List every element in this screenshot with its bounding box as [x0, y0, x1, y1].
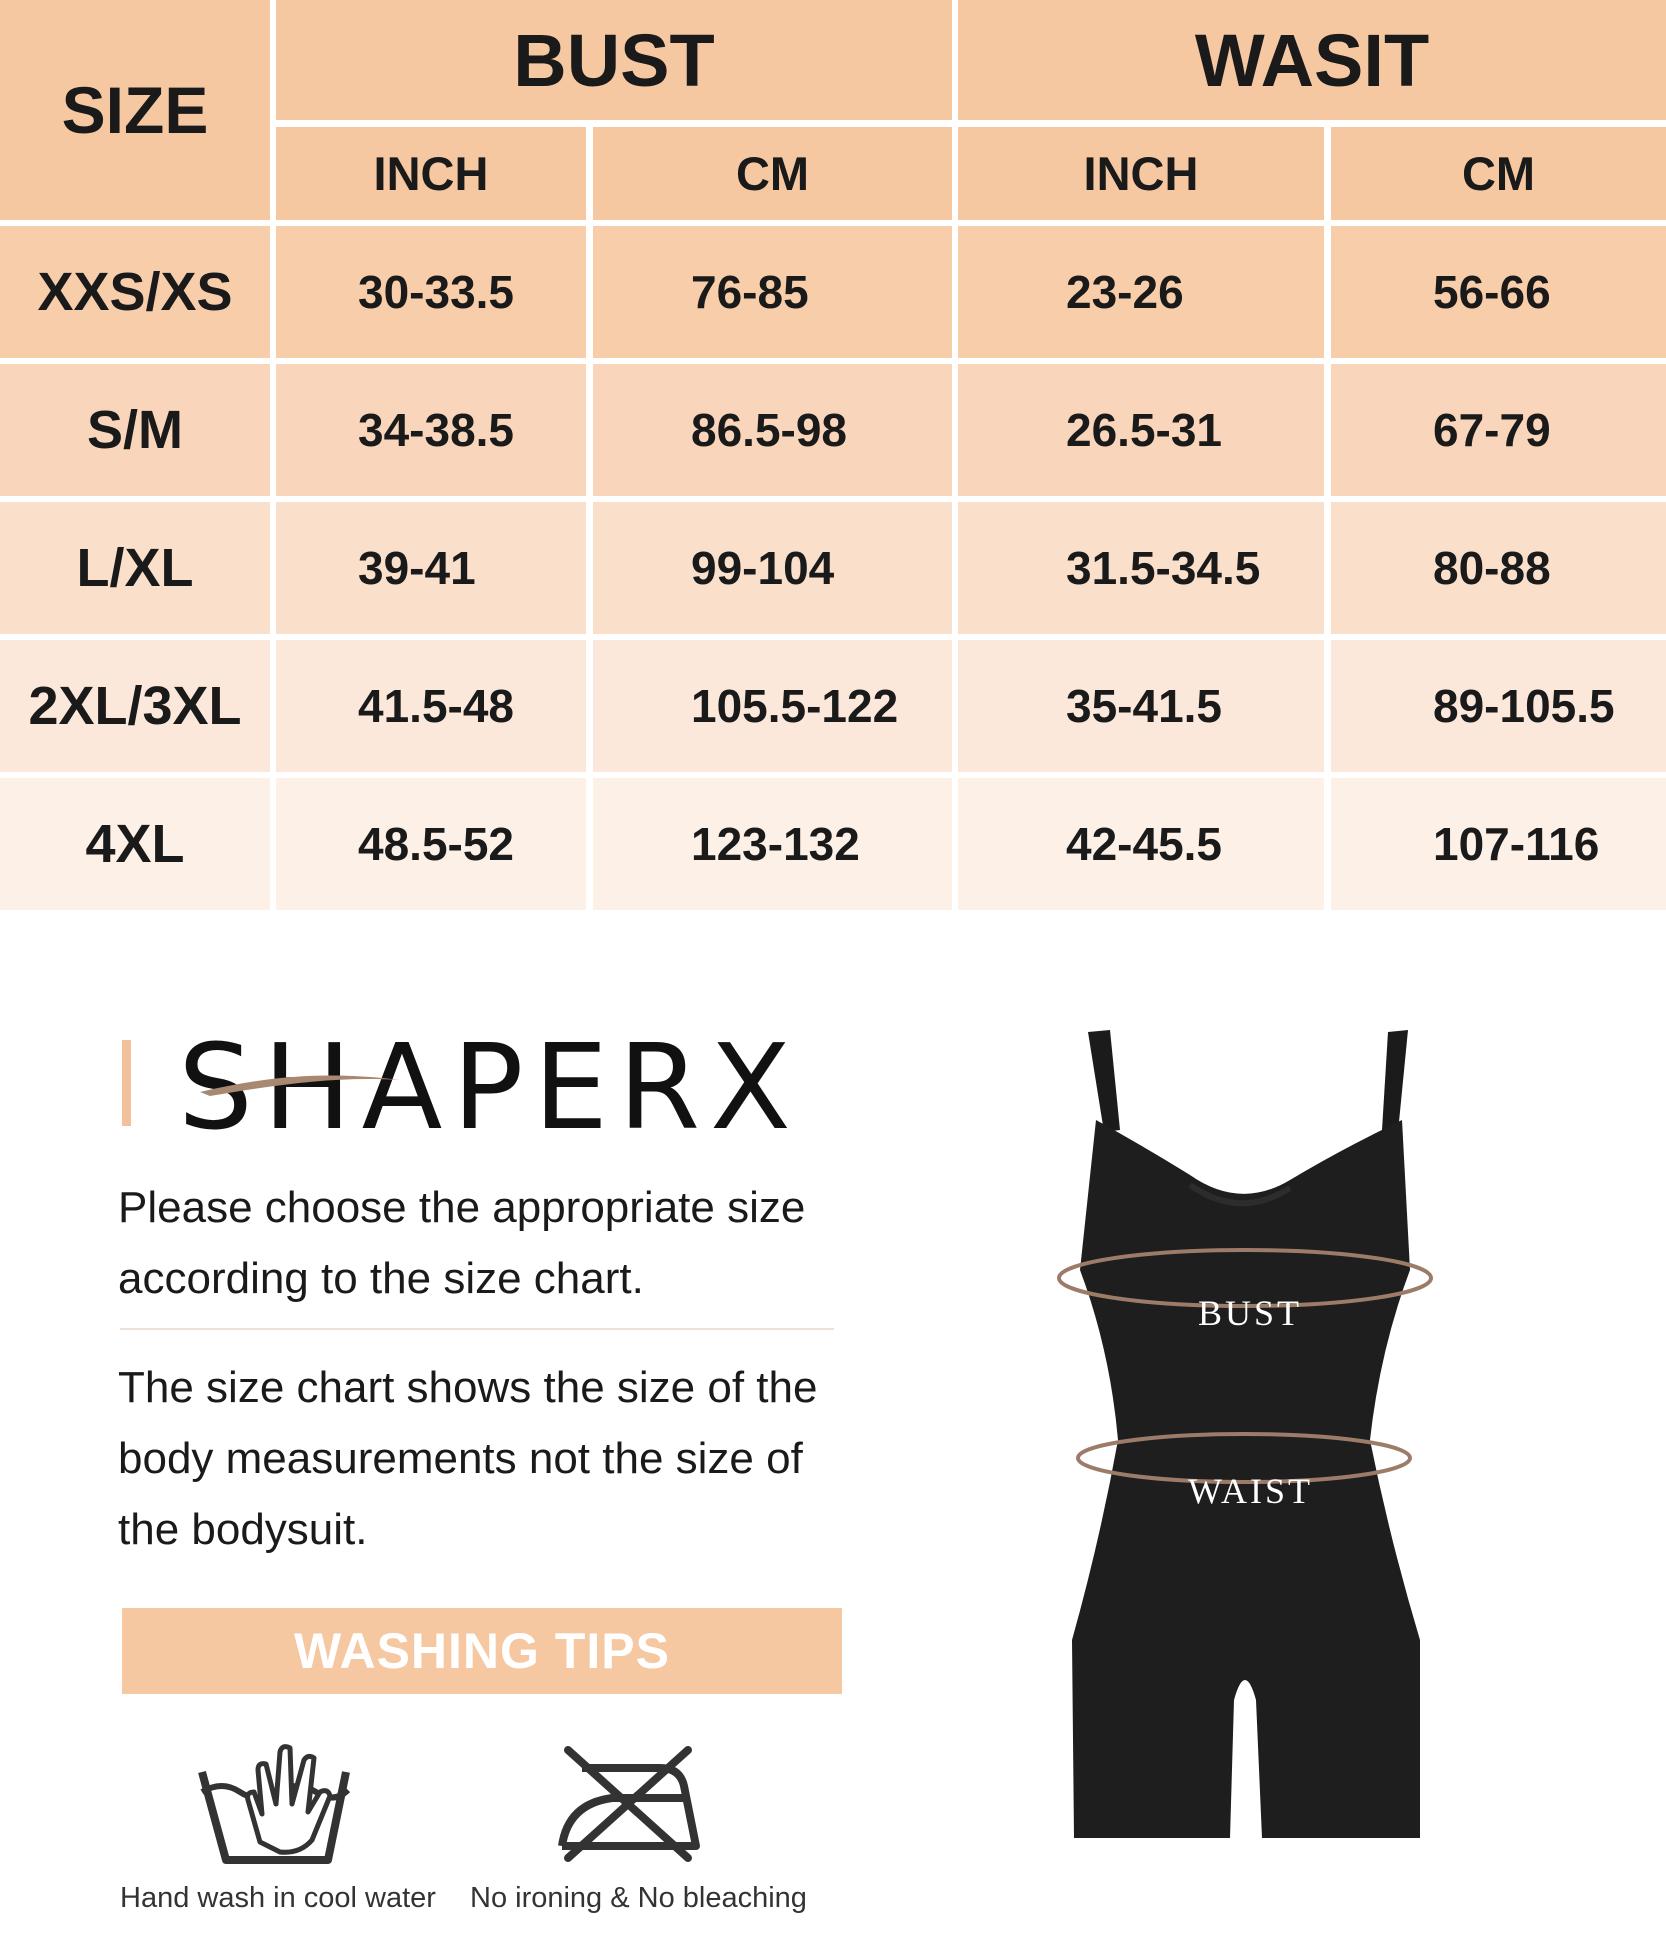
- size-cell: S/M: [0, 364, 270, 496]
- size-column-header: SIZE: [0, 0, 270, 220]
- waist-column-header: WASIT: [958, 0, 1666, 120]
- waist-inch-cell: 26.5-31: [958, 364, 1324, 496]
- waist-inch-cell: 31.5-34.5: [958, 502, 1324, 634]
- waist-cm-cell: 67-79: [1331, 364, 1666, 496]
- waist-inch-cell: 42-45.5: [958, 778, 1324, 910]
- hand-wash-label: Hand wash in cool water: [120, 1882, 436, 1914]
- no-ironing-label: No ironing & No bleaching: [470, 1882, 807, 1914]
- waist-measure-label: WAIST: [1188, 1471, 1313, 1511]
- waist-inch-cell: 35-41.5: [958, 640, 1324, 772]
- bust-measure-label: BUST: [1198, 1293, 1303, 1333]
- bust-inch-cell: 41.5-48: [276, 640, 586, 772]
- bust-cm-cell: 86.5-98: [593, 364, 952, 496]
- waist-cm-cell: 80-88: [1331, 502, 1666, 634]
- waist-cm-cell: 89-105.5: [1331, 640, 1666, 772]
- waist-inch-cell: 23-26: [958, 226, 1324, 358]
- bust-cm-header: CM: [593, 127, 952, 220]
- waist-inch-header: INCH: [958, 127, 1324, 220]
- bust-column-header: BUST: [276, 0, 952, 120]
- size-choice-note: Please choose the appropriate size according to the size chart.: [118, 1183, 806, 1303]
- bust-inch-cell: 34-38.5: [276, 364, 586, 496]
- bust-cm-cell: 99-104: [593, 502, 952, 634]
- size-cell: 2XL/3XL: [0, 640, 270, 772]
- no-ironing-no-bleaching-icon: [554, 1746, 704, 1864]
- waist-cm-cell: 56-66: [1331, 226, 1666, 358]
- bust-inch-cell: 48.5-52: [276, 778, 586, 910]
- brand-logo: SHAPERX: [178, 1018, 801, 1156]
- bust-cm-cell: 105.5-122: [593, 640, 952, 772]
- size-cell: XXS/XS: [0, 226, 270, 358]
- bust-inch-header: INCH: [276, 127, 586, 220]
- waist-cm-cell: 107-116: [1331, 778, 1666, 910]
- measurement-note: The size chart shows the size of the body measurements not the size of the bodysuit.: [118, 1363, 818, 1554]
- size-chart-table: [0, 0, 1666, 904]
- size-cell: 4XL: [0, 778, 270, 910]
- bust-inch-cell: 30-33.5: [276, 226, 586, 358]
- bodysuit-illustration: [1040, 1020, 1440, 1860]
- notes-divider: [120, 1328, 834, 1330]
- hand-wash-icon: [196, 1730, 356, 1870]
- waist-cm-header: CM: [1331, 127, 1666, 220]
- bust-cm-cell: 123-132: [593, 778, 952, 910]
- washing-tips-banner: WASHING TIPS: [122, 1608, 842, 1694]
- brand-accent-bar: [122, 1040, 131, 1126]
- size-cell: L/XL: [0, 502, 270, 634]
- brand-swoosh-icon: [170, 1030, 410, 1130]
- bust-cm-cell: 76-85: [593, 226, 952, 358]
- bust-inch-cell: 39-41: [276, 502, 586, 634]
